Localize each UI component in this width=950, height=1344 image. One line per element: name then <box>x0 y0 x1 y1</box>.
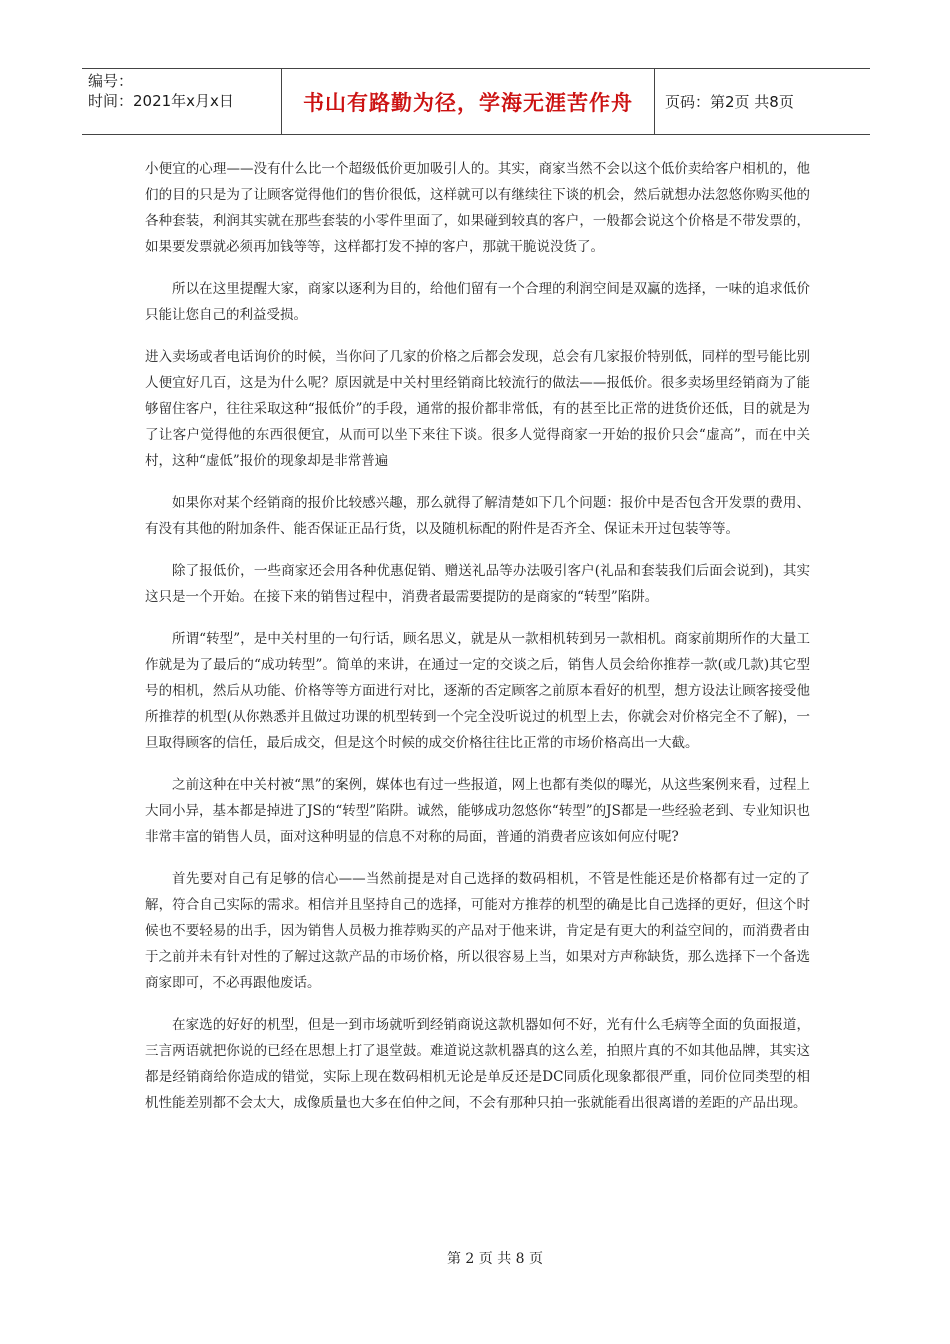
paragraph-1: 小便宜的心理——没有什么比一个超级低价更加吸引人的。其实，商家当然不会以这个低价卖给客户相机的，他们的目的只是为了让顾客觉得他们的售价很低，这样就可以有继续往下谈的机会，然后就想办法忽悠你购买他的各种套装，利润其实就在那些套装的小零件里面了，如果碰到较真的客户，一般都会说这个价格是不带发票的，如果要发票就必须再加钱等等，这样都打发不掉的客户，那就干脆说没货了。 <box>145 161 810 255</box>
paragraph-4: 如果你对某个经销商的报价比较感兴趣，那么就得了解清楚如下几个问题：报价中是否包含开发票的费用、有没有其他的附加条件、能否保证正品行货，以及随机标配的附件是否齐全、保证未开过包装等等。 <box>145 495 810 537</box>
page-header <box>82 68 870 135</box>
paragraph-7: 之前这种在中关村被“黑”的案例，媒体也有过一些报道，网上也都有类似的曝光，从这些案例来看，过程上大同小异，基本都是掉进了JS的“转型”陷阱。诚然，能够成功忽悠你“转型”的JS都是一些经验老到、专业知识也非常丰富的销售人员，面对这种明显的信息不对称的局面，普通的消费者应该如何应付呢? <box>145 777 810 845</box>
header-meta <box>82 69 282 134</box>
document-body <box>145 156 810 1132</box>
paragraph-8: 首先要对自己有足够的信心——当然前提是对自己选择的数码相机，不管是性能还是价格都有过一定的了解，符合自己实际的需求。相信并且坚持自己的选择，可能对方推荐的机型的确是比自己选择的更好，但这个时候也不要轻易的出手，因为销售人员极力推荐购买的产品对于他来讲，肯定是有更大的利益空间的，而消费者由于之前并未有针对性的了解过这款产品的市场价格，所以很容易上当，如果对方声称缺货，那么选择下一个备选商家即可，不必再跟他废话。 <box>145 871 810 991</box>
paragraph-9: 在家选的好好的机型，但是一到市场就听到经销商说这款机器如何不好，光有什么毛病等全面的负面报道，三言两语就把你说的已经在思想上打了退堂鼓。难道说这款机器真的这么差，拍照片真的不如其他品牌，其实这都是经销商给你造成的错觉，实际上现在数码相机无论是单反还是DC同质化现象都很严重，同价位同类型的相机性能差别都不会太大，成像质量也大多在伯仲之间，不会有那种只拍一张就能看出很离谱的差距的产品出现。 <box>145 1017 810 1111</box>
paragraph-3: 进入卖场或者电话询价的时候，当你问了几家的价格之后都会发现，总会有几家报价特别低，同样的型号能比别人便宜好几百，这是为什么呢？原因就是中关村里经销商比较流行的做法——报低价。很多卖场里经销商为了能够留住客户，往往采取这种“报低价”的手段，通常的报价都非常低，有的甚至比正常的进货价还低，目的就是为了让客户觉得他的东西很便宜，从而可以坐下来往下谈。很多人觉得商家一开始的报价只会“虚高”，而在中关村，这种“虚低”报价的现象却是非常普遍 <box>145 349 810 469</box>
paragraph-5: 除了报低价，一些商家还会用各种优惠促销、赠送礼品等办法吸引客户(礼品和套装我们后面会说到)，其实这只是一个开始。在接下来的销售过程中，消费者最需要提防的是商家的“转型”陷阱。 <box>145 563 810 605</box>
paragraph-2: 所以在这里提醒大家，商家以逐利为目的，给他们留有一个合理的利润空间是双赢的选择，一味的追求低价只能让您自己的利益受损。 <box>145 281 810 323</box>
page-footer <box>0 1248 950 1268</box>
header-motto: 书山有路勤为径，学海无涯苦作舟 <box>282 69 655 134</box>
header-page-info: 页码：第2页 共8页 <box>665 93 794 111</box>
document-date-label: 时间：2021年x月x日 <box>88 92 234 110</box>
paragraph-6: 所谓“转型”，是中关村里的一句行话，顾名思义，就是从一款相机转到另一款相机。商家前期所作的大量工作就是为了最后的“成功转型”。简单的来讲，在通过一定的交谈之后，销售人员会给你推荐一款(或几款)其它型号的相机，然后从功能、价格等等方面进行对比，逐渐的否定顾客之前原本看好的机型，想方设法让顾客接受他所推荐的机型(从你熟悉并且做过功课的机型转到一个完全没听说过的机型上去，你就会对价格完全不了解)，一旦取得顾客的信任，最后成交，但是这个时候的成交价格往往比正常的市场价格高出一大截。 <box>145 631 810 751</box>
footer-page-number: 第 2 页 共 8 页 <box>446 1251 544 1267</box>
document-number-label: 编号： <box>88 72 134 90</box>
